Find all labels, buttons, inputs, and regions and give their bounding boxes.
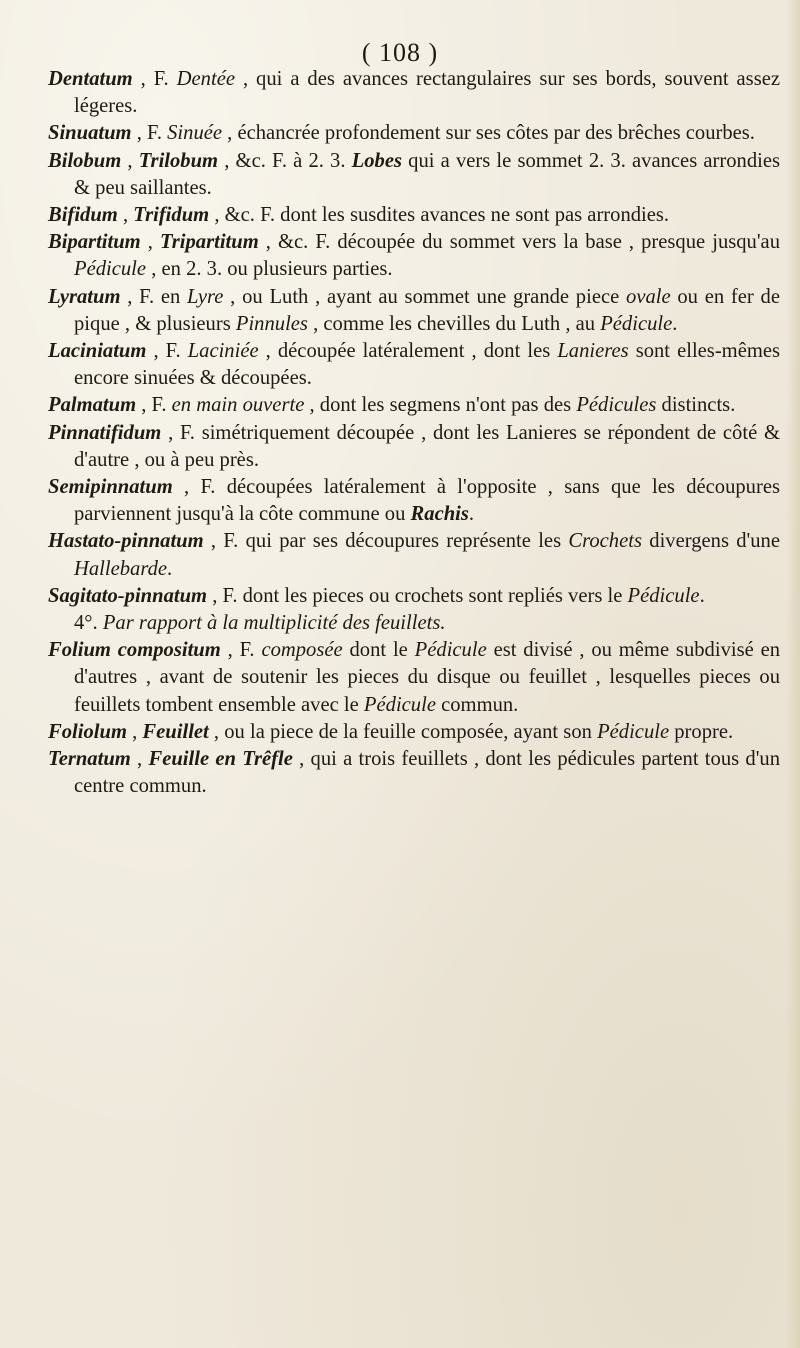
entry-bipartitum: Bipartitum , Tripartitum , &c. F. découpée du sommet vers la base , presque jusqu'au Pédicule , en 2. 3. ou plusieurs parties.	[48, 231, 780, 281]
entry-term: Foliolum	[48, 720, 127, 743]
entry-semipinnatum: Semipinnatum , F. découpées latéralement à l'opposite , sans que les découpures parviennent jusqu'à la côte commune ou Rachis.	[48, 476, 780, 526]
entry-term: Sagitato-pinnatum	[48, 584, 208, 607]
entry-term: Folium compositum	[48, 639, 221, 662]
entry-french-term: Dentée	[176, 68, 235, 90]
entry-bifidum: Bifidum , Trifidum , &c. F. dont les susdites avances ne sont pas arrondies.	[48, 204, 670, 227]
entry-term: Palmatum	[48, 394, 137, 417]
entry-lyratum: Lyratum , F. en Lyre , ou Luth , ayant au sommet une grande piece ovale ou en fer de pique , & plusieurs Pinnules , comme les chevilles du Luth , au Pédicule.	[48, 285, 780, 335]
entry-term: Semipinnatum	[48, 476, 173, 499]
entry-ternatum: Ternatum , Feuille en Trêfle , qui a trois feuillets , dont les pédicules partent tous d'un centre commun.	[48, 748, 780, 798]
page-edge-shadow	[786, 0, 800, 1348]
entry-term: Pinnatifidum	[48, 421, 162, 444]
entry-term: Bilobum	[48, 149, 122, 172]
entry-foliolum: Foliolum , Feuillet , ou la piece de la feuille composée, ayant son Pédicule propre.	[48, 720, 734, 743]
section-heading: 4°. Par rapport à la multiplicité des feuillets.	[74, 612, 446, 635]
entry-laciniatum: Laciniatum , F. Laciniée , découpée latéralement , dont les Lanieres sont elles-mêmes encore sinuées & découpées.	[48, 340, 781, 390]
entry-dentatum: Dentatum , F. Dentée , qui a des avances rectangulaires sur ses bords, souvent assez légeres.	[48, 68, 780, 118]
entry-palmatum: Palmatum , F. en main ouverte , dont les segmens n'ont pas des Pédicules distincts.	[48, 394, 736, 417]
entry-term: Ternatum	[48, 748, 131, 771]
entry-bilobum: Bilobum , Trilobum , &c. F. à 2. 3. Lobes qui a vers le sommet 2. 3. avances arrondies & peu saillantes.	[48, 149, 780, 199]
entry-sagitato-pinnatum: Sagitato-pinnatum , F. dont les pieces ou crochets sont repliés vers le Pédicule.	[48, 584, 705, 607]
entry-hastato-pinnatum: Hastato-pinnatum , F. qui par ses découpures représente les Crochets divergens d'une Hallebarde.	[48, 530, 780, 580]
entry-folium-compositum: Folium compositum , F. composée dont le Pédicule est divisé , ou même subdivisé en d'autres , avant de soutenir les pieces du disque ou feuillet , lesquelles pieces ou feuillets tombent ensemble avec le Pédicule commun.	[48, 639, 781, 716]
entry-term: Laciniatum	[48, 340, 147, 363]
entry-term: Hastato-pinnatum	[48, 530, 204, 553]
entry-term: Bifidum	[48, 204, 118, 227]
entry-sinuatum: Sinuatum , F. Sinuée , échancrée profondement sur ses côtes par des brêches courbes.	[48, 122, 755, 145]
entry-pinnatifidum: Pinnatifidum , F. simétriquement découpée , dont les Lanieres se répondent de côté & d'autre , ou à peu près.	[48, 421, 780, 471]
entry-french-term: Sinuée	[167, 122, 223, 145]
entry-term: Sinuatum	[48, 122, 132, 145]
entry-term: Lyratum	[48, 285, 121, 308]
page-number: ( 108 )	[361, 38, 439, 67]
glossary-text	[48, 66, 780, 800]
entry-term: Bipartitum	[48, 231, 141, 254]
entry-term: Dentatum	[48, 68, 133, 90]
